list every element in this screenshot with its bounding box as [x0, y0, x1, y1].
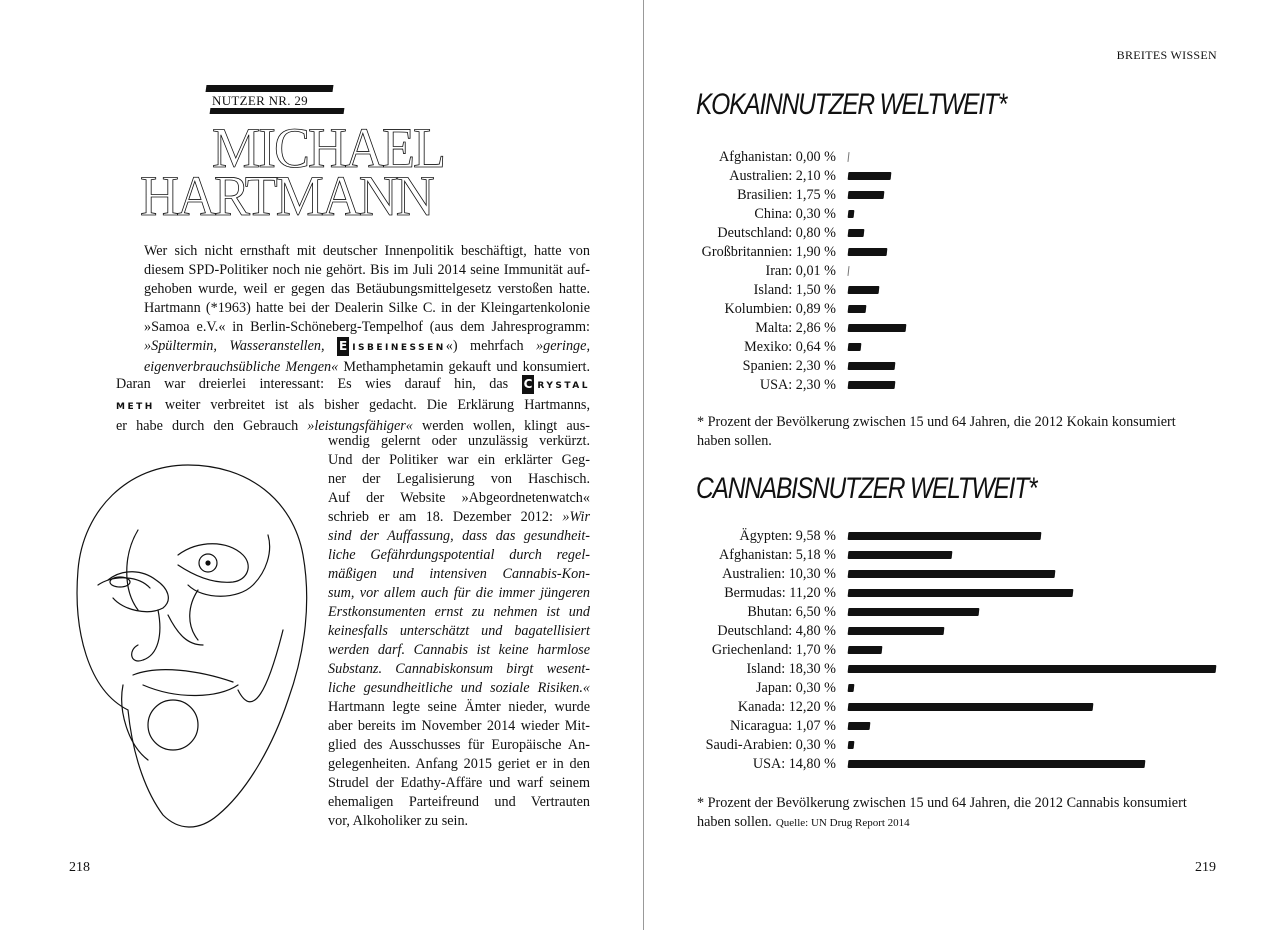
- bar: [848, 172, 892, 180]
- chart-row: [644, 243, 1287, 262]
- bar: [848, 286, 879, 294]
- bar: [848, 741, 855, 749]
- bar-label: Japan: 0,30 %: [756, 680, 836, 696]
- plain-text: «) mehrfach: [445, 338, 537, 354]
- italic-text: liche Gefährdungspotential durch regel-: [328, 547, 590, 563]
- chart-row: [644, 527, 1287, 546]
- chart-row: [644, 281, 1287, 300]
- title-first-name: MICHAEL: [212, 116, 444, 180]
- chart-row: [644, 546, 1287, 565]
- text-line: [328, 736, 590, 755]
- bar: [848, 532, 1041, 540]
- text-line: [328, 793, 590, 812]
- text-line: [328, 584, 590, 603]
- plain-text: ehemaligen Parteifreund und Vertrauten: [328, 794, 590, 810]
- chart-title-cocaine: KOKAINNUTZER WELTWEIT*: [696, 88, 1007, 121]
- italic-text: liche gesundheitliche und soziale Risiken.«: [328, 680, 590, 696]
- spaced-word-eisbeinessen: [337, 339, 446, 353]
- chart-row: [644, 205, 1287, 224]
- bar: [848, 570, 1056, 578]
- plain-text: Daran war dreierlei interessant: Es wies darauf hin, das: [116, 376, 522, 392]
- chart-row: [644, 148, 1287, 167]
- plain-text: schrieb er am 18. Dezember 2012:: [328, 509, 563, 525]
- italic-text: werden darf. Cannabis ist keine harmlose: [328, 642, 590, 658]
- plain-text: Methamphetamin gekauft und konsumiert.: [338, 359, 591, 375]
- bar: [848, 665, 1217, 673]
- spaced-word-crystal: [522, 377, 590, 391]
- text-line: [328, 717, 590, 736]
- bar: [848, 589, 1074, 597]
- bar-label: Australien: 10,30 %: [722, 566, 836, 582]
- chart-row: [644, 755, 1287, 774]
- bar-label: Griechenland: 1,70 %: [711, 642, 836, 658]
- running-head: BREITES WISSEN: [1116, 48, 1217, 62]
- bar: [848, 191, 885, 199]
- article-body-column: [328, 432, 590, 831]
- bar-label: Brasilien: 1,75 %: [737, 187, 836, 203]
- bar-label: Malta: 2,86 %: [755, 320, 836, 336]
- bar-label: Iran: 0,01 %: [765, 263, 836, 279]
- bar-label: Ägypten: 9,58 %: [739, 528, 836, 544]
- bar: [848, 684, 855, 692]
- bar: [848, 362, 896, 370]
- kicker-bar-bottom: [210, 108, 345, 114]
- plain-text: Auf der Website »Abgeordnetenwatch«: [328, 490, 590, 506]
- chart-row: [644, 603, 1287, 622]
- bar: [848, 305, 867, 313]
- text-line: [328, 622, 590, 641]
- bar-label: Bermudas: 11,20 %: [724, 585, 836, 601]
- chart-title-cannabis: CANNABISNUTZER WELTWEIT*: [696, 472, 1037, 505]
- text-line: [328, 660, 590, 679]
- bar-label: Kolumbien: 0,89 %: [724, 301, 836, 317]
- bar-label: Mexiko: 0,64 %: [744, 339, 836, 355]
- text-line: [328, 812, 590, 831]
- italic-text: mäßigen und intensiven Cannabis-Kon-: [328, 566, 590, 582]
- italic-text: Erstkonsumenten ernst zu nehmen ist und: [328, 604, 590, 620]
- bar-label: Australien: 2,10 %: [729, 168, 836, 184]
- chart-row: [644, 319, 1287, 338]
- footnote-cocaine: * Prozent der Bevölkerung zwischen 15 und 64 Jahren, die 2012 Kokain konsumiert haben sollen.: [697, 414, 1176, 449]
- bar-label: Nicaragua: 1,07 %: [730, 718, 836, 734]
- bar: [848, 210, 855, 218]
- article-body-wide: [116, 375, 590, 436]
- chart-row: [644, 622, 1287, 641]
- text-line: [328, 603, 590, 622]
- chart-row: [644, 641, 1287, 660]
- bar-label: Deutschland: 4,80 %: [717, 623, 836, 639]
- plain-text: Und der Politiker war ein erklärter Geg-: [328, 452, 590, 468]
- bar: [848, 608, 979, 616]
- text-line: gehoben wurde, weil er gegen das Betäubungsmittelgesetz verstoßen hatte.: [144, 281, 590, 297]
- chart-row: [644, 224, 1287, 243]
- bar: [847, 266, 849, 276]
- italic-text: sum, vor allem auch für die immer jüngeren: [328, 585, 590, 601]
- spaced-letters: RYSTAL: [537, 381, 590, 391]
- text-line: [328, 451, 590, 470]
- bar: [848, 760, 1146, 768]
- text-line: [116, 375, 590, 396]
- box-capital: E: [337, 337, 349, 356]
- text-line: diesem SPD-Politiker noch nie gehört. Bis im Juli 2014 seine Immunität auf-: [144, 262, 590, 278]
- plain-text: gelegenheiten. Anfang 2015 geriet er in den: [328, 756, 590, 772]
- italic-text: sind der Auffassung, dass das gesundheit-: [328, 528, 590, 544]
- bar: [848, 343, 862, 351]
- bar: [848, 646, 883, 654]
- chart-row: [644, 357, 1287, 376]
- source-note: Quelle: UN Drug Report 2014: [775, 817, 910, 829]
- italic-text: Substanz. Cannabiskonsum birgt wesent-: [328, 661, 590, 677]
- chart-row: [644, 660, 1287, 679]
- left-page: [0, 0, 643, 930]
- page-number: 218: [69, 860, 90, 875]
- text-line: Hartmann (*1963) hatte bei der Dealerin Silke C. in der Kleingartenkolonie: [144, 300, 590, 316]
- text-line: [328, 527, 590, 546]
- chart-row: [644, 679, 1287, 698]
- text-line: [116, 396, 590, 417]
- bar-label: Kanada: 12,20 %: [737, 699, 836, 715]
- bar-label: Deutschland: 0,80 %: [717, 225, 836, 241]
- bar-label: Afghanistan: 0,00 %: [718, 149, 836, 165]
- portrait-line-drawing: [68, 460, 316, 835]
- text-line: [328, 489, 590, 508]
- bar-label: Afghanistan: 5,18 %: [718, 547, 836, 563]
- italic-text: »leistungsfähiger«: [307, 418, 413, 434]
- text-line: [328, 755, 590, 774]
- text-line: [328, 546, 590, 565]
- bar: [848, 324, 907, 332]
- bar-label: Spanien: 2,30 %: [742, 358, 836, 374]
- kicker-bar-top: [206, 85, 334, 92]
- text-line: [328, 565, 590, 584]
- plain-text: Strudel der Edathy-Affäre und warf seinem: [328, 775, 590, 791]
- plain-text: werden wollen, klingt aus-: [412, 418, 590, 434]
- plain-text: weiter verbreitet ist als bisher gedacht. Die Erklärung Hartmanns,: [154, 397, 590, 413]
- chart-row: [644, 338, 1287, 357]
- text-line: [328, 774, 590, 793]
- plain-text: glied des Ausschusses für Europäische An-: [328, 737, 590, 753]
- footnote-text: * Prozent der Bevölkerung zwischen 15 und 64 Jahren, die 2012 Cannabis konsumiert haben sollen.: [697, 795, 1187, 830]
- article-intro: [144, 242, 590, 377]
- plain-text: er habe durch den Gebrauch: [116, 418, 308, 434]
- bar-label: Bhutan: 6,50 %: [747, 604, 836, 620]
- chart-row: [644, 262, 1287, 281]
- italic-text: »Wir: [562, 509, 590, 525]
- chart-row: [644, 186, 1287, 205]
- italic-text: eigenverbrauchsübliche Mengen«: [144, 359, 339, 375]
- bar: [848, 381, 896, 389]
- bar-label: China: 0,30 %: [754, 206, 836, 222]
- bar: [848, 248, 888, 256]
- kicker: [206, 85, 346, 115]
- bar-label: Island: 1,50 %: [753, 282, 836, 298]
- bar-label: Saudi-Arabien: 0,30 %: [705, 737, 836, 753]
- chart-row: [644, 698, 1287, 717]
- text-line: [328, 432, 590, 451]
- bar-label: Island: 18,30 %: [746, 661, 836, 677]
- chart-row: [644, 565, 1287, 584]
- bar: [848, 551, 953, 559]
- text-line: [328, 679, 590, 698]
- chart-row: [644, 376, 1287, 395]
- text-line: Wer sich nicht ernsthaft mit deutscher Innenpolitik beschäftigt, hatte von: [144, 243, 590, 259]
- chart-row: [644, 300, 1287, 319]
- bar: [848, 627, 945, 635]
- text-line: [144, 337, 590, 358]
- spaced-word-meth: METH: [116, 402, 155, 412]
- article-title: [140, 116, 460, 228]
- bar: [848, 722, 870, 730]
- plain-text: ner der Legalisierung von Haschisch.: [328, 471, 590, 487]
- chart-row: [644, 584, 1287, 603]
- chart-row: [644, 736, 1287, 755]
- plain-text: aber bereits im November 2014 wieder Mit-: [328, 718, 590, 734]
- bar: [847, 152, 849, 162]
- italic-text: keinesfalls unterschätzt und bagatellisiert: [328, 623, 590, 639]
- bar: [848, 703, 1094, 711]
- text-line: [328, 641, 590, 660]
- italic-text: »geringe,: [536, 338, 590, 354]
- bar-label: USA: 14,80 %: [752, 756, 836, 772]
- plain-text: wendig gelernt oder unzulässig verkürzt.: [328, 433, 590, 449]
- kicker-label: NUTZER NR. 29: [212, 93, 308, 108]
- text-line: »Samoa e.V.« in Berlin-Schöneberg-Tempelhof (aus dem Jahresprogramm:: [144, 319, 590, 335]
- bar-label: USA: 2,30 %: [759, 377, 836, 393]
- box-capital: C: [522, 375, 535, 394]
- chart-row: [644, 167, 1287, 186]
- text-line: [328, 470, 590, 489]
- bar: [848, 229, 865, 237]
- text-line: [328, 698, 590, 717]
- right-page: [644, 0, 1287, 930]
- italic-text: »Spültermin, Wasseranstellen,: [144, 338, 337, 354]
- page-number: 219: [1195, 860, 1216, 875]
- footnote-cannabis: [697, 794, 1197, 833]
- chart-row: [644, 717, 1287, 736]
- plain-text: vor, Alkoholiker zu sein.: [328, 813, 469, 829]
- plain-text: Hartmann legte seine Ämter nieder, wurde: [328, 699, 590, 715]
- bar-label: Großbritannien: 1,90 %: [701, 244, 836, 260]
- title-last-name: HARTMANN: [140, 164, 433, 228]
- spaced-letters: ISBEINESSEN: [352, 343, 446, 353]
- text-line: [328, 508, 590, 527]
